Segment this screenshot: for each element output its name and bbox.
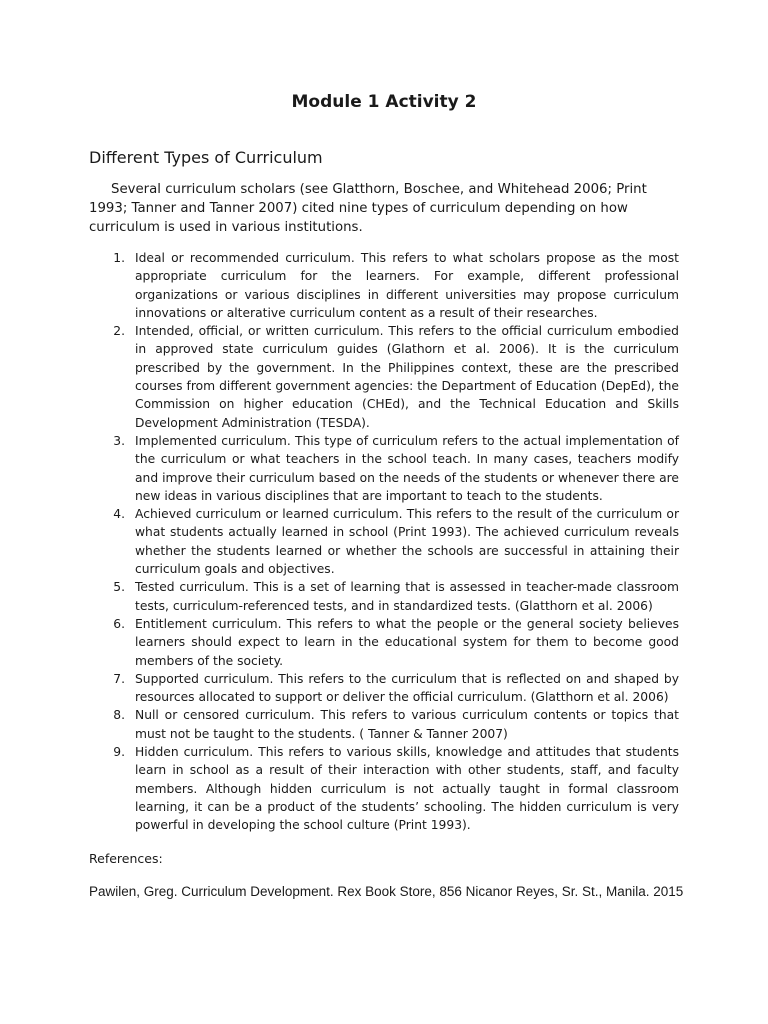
list-item-text: Achieved curriculum or learned curriculum. This refers to the result of the curriculum or what students actually learned in school (Print 1993). The achieved curriculum reveals whether the students learned or whether the schools are successful in attaining their curriculum goals and objectives. <box>135 507 679 577</box>
references-label: References: <box>89 851 163 866</box>
list-item-number: 3. <box>113 433 125 448</box>
list-item-number: 6. <box>113 616 125 631</box>
list-item <box>89 432 679 505</box>
list-item-text: Ideal or recommended curriculum. This refers to what scholars propose as the most appropriate curriculum for the learners. For example, different professional organizations or various disciplines in different universities may propose curriculum innovations or alterative curriculum content as a result of their researches. <box>135 251 679 320</box>
list-item <box>89 322 679 432</box>
list-item <box>89 505 679 578</box>
list-item <box>89 249 679 322</box>
list-item-text: Intended, official, or written curriculum. This refers to the official curriculum embodied in approved state curriculum guides (Glathorn et al. 2006). It is the curriculum prescribed by the government. In the Philippines context, these are the prescribed courses from different government agencies: the Department of Education (DepEd), the Commission on higher education (CHEd), and the Technical Education and Skills Development Administration (TESDA). <box>135 324 679 430</box>
list-item-number: 1. <box>113 251 125 265</box>
list-item-text: Entitlement curriculum. This refers to what the people or the general society believes learners should expect to learn in the educational system for them to become good members of the society. <box>135 616 679 668</box>
list-item-number: 7. <box>113 671 125 686</box>
reference-entry: Pawilen, Greg. Curriculum Development. Rex Book Store, 856 Nicanor Reyes, Sr. St., Manila. 2015 <box>89 884 684 899</box>
intro-paragraph: Several curriculum scholars (see Glatthorn, Boschee, and Whitehead 2006; Print 1993; Tanner and Tanner 2007) cited nine types of curriculum depending on how curriculum is used in various institutions. <box>89 182 647 235</box>
list-item <box>89 578 679 615</box>
list-item-text: Implemented curriculum. This type of curriculum refers to the actual implementation of the curriculum or what teachers in the school teach. In many cases, teachers modify and improve their curriculum based on the needs of the students or whenever there are new ideas in various disciplines that are important to teach to the students. <box>135 433 679 503</box>
list-item-text: Hidden curriculum. This refers to various skills, knowledge and attitudes that students learn in school as a result of their interaction with other students, staff, and faculty members. Although hidden curriculum is not actually taught in formal classroom learning, it can be a product of the students’ schooling. The hidden curriculum is very powerful in developing the school culture (Print 1993). <box>135 745 679 833</box>
list-item <box>89 706 679 743</box>
curriculum-types-list <box>89 249 679 835</box>
list-item-text: Supported curriculum. This refers to the curriculum that is reflected on and shaped by resources allocated to support or deliver the official curriculum. (Glatthorn et al. 2006) <box>135 671 679 705</box>
page-title: Module 1 Activity 2 <box>291 92 477 112</box>
list-item-number: 2. <box>113 324 125 339</box>
list-item-text: Null or censored curriculum. This refers to various curriculum contents or topics that must not be taught to the students. ( Tanner & Tanner 2007) <box>135 708 679 741</box>
list-item-text: Tested curriculum. This is a set of learning that is assessed in teacher-made classroom tests, curriculum-referenced tests, and in standardized tests. (Glatthorn et al. 2006) <box>135 580 679 613</box>
list-item <box>89 670 679 707</box>
list-item-number: 4. <box>113 507 125 522</box>
list-item <box>89 615 679 670</box>
section-heading: Different Types of Curriculum <box>89 148 323 167</box>
list-item-number: 8. <box>113 708 125 723</box>
list-item <box>89 743 679 834</box>
list-item-number: 5. <box>113 580 125 595</box>
list-item-number: 9. <box>113 745 125 760</box>
